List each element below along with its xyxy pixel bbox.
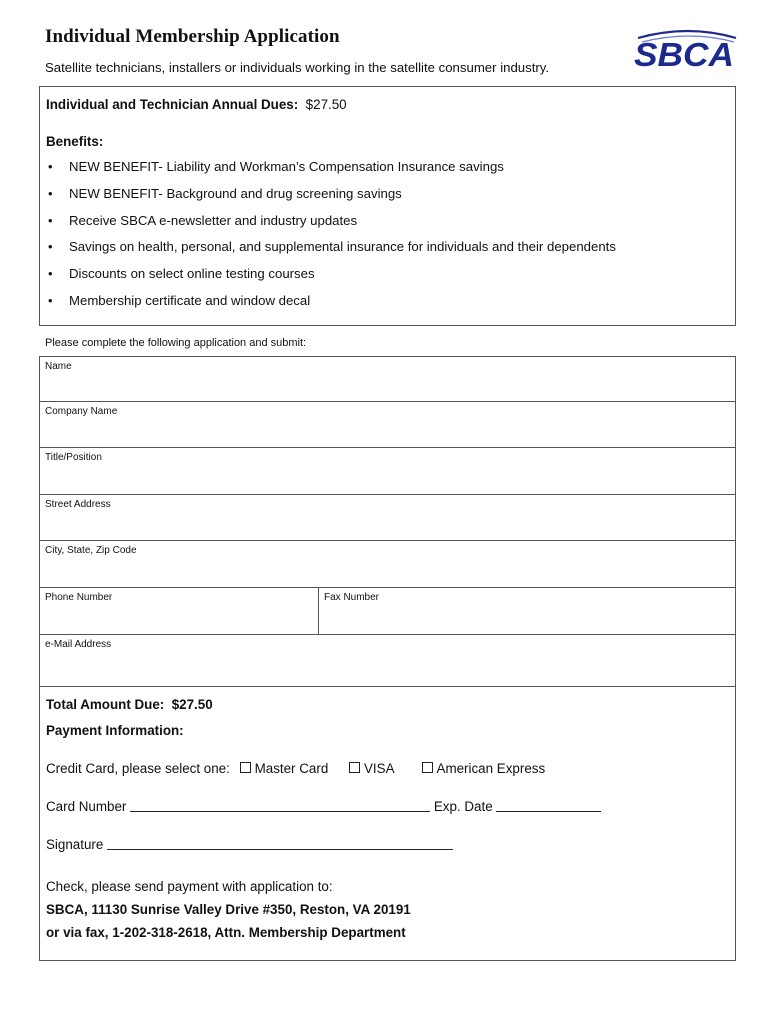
- company-label: Company Name: [45, 406, 118, 417]
- fax-field[interactable]: [319, 588, 735, 634]
- bullet-icon: •: [48, 239, 53, 255]
- bullet-icon: •: [48, 185, 53, 201]
- list-item: • Savings on health, personal, and supplemental insurance for individuals and their dependents: [48, 239, 616, 255]
- fax-instruction: or via fax, 1-202-318-2618, Attn. Membership Department: [46, 925, 406, 940]
- application-form: [39, 356, 736, 961]
- checkbox-icon[interactable]: [240, 762, 251, 773]
- mastercard-option[interactable]: Master Card: [240, 761, 329, 776]
- card-number-label: Card Number: [46, 799, 127, 814]
- email-label: e-Mail Address: [45, 639, 112, 650]
- bullet-icon: •: [48, 292, 53, 308]
- street-field[interactable]: [40, 495, 735, 541]
- name-field[interactable]: [40, 357, 735, 402]
- company-field[interactable]: [40, 402, 735, 448]
- phone-label: Phone Number: [45, 592, 113, 603]
- visa-option[interactable]: VISA: [349, 761, 394, 776]
- list-item: • NEW BENEFIT- Background and drug screening savings: [48, 185, 402, 201]
- city-label: City, State, Zip Code: [45, 545, 137, 556]
- exp-date-label: Exp. Date: [433, 799, 493, 814]
- total-amount: $27.50: [171, 697, 213, 712]
- name-label: Name: [45, 361, 72, 372]
- check-instruction: Check, please send payment with application to:: [46, 879, 333, 894]
- credit-card-row: [46, 761, 545, 776]
- dues-benefits-box: [39, 86, 736, 326]
- email-field[interactable]: [40, 635, 735, 687]
- benefits-heading: Benefits:: [46, 134, 104, 149]
- svg-text:SBCA: SBCA: [634, 36, 734, 73]
- title-field[interactable]: [40, 448, 735, 495]
- page-title: Individual Membership Application: [45, 26, 340, 47]
- signature-input[interactable]: [107, 837, 453, 850]
- amex-option[interactable]: American Express: [422, 761, 546, 776]
- page-subtitle: Satellite technicians, installers or individuals working in the satellite consumer industry.: [45, 60, 550, 75]
- total-due: [46, 697, 213, 712]
- list-item: • Discounts on select online testing courses: [48, 266, 315, 282]
- credit-card-label: Credit Card, please select one:: [46, 761, 230, 776]
- card-number-input[interactable]: [130, 799, 430, 812]
- form-instruction: Please complete the following application and submit:: [45, 337, 307, 349]
- dues-label: Individual and Technician Annual Dues:: [46, 97, 299, 112]
- bullet-icon: •: [48, 159, 53, 174]
- payment-heading: Payment Information:: [46, 723, 184, 738]
- dues-amount: $27.50: [305, 97, 347, 112]
- total-label: Total Amount Due:: [46, 697, 165, 712]
- list-item: • Membership certificate and window decal: [48, 292, 311, 308]
- street-label: Street Address: [45, 499, 111, 510]
- checkbox-icon[interactable]: [422, 762, 433, 773]
- signature-label: Signature: [46, 837, 104, 852]
- sbca-logo: [628, 26, 740, 74]
- benefits-list: [46, 159, 616, 320]
- title-label: Title/Position: [45, 452, 102, 463]
- fax-label: Fax Number: [324, 592, 380, 603]
- card-number-row: [46, 799, 601, 814]
- checkbox-icon[interactable]: [349, 762, 360, 773]
- phone-fax-row: [40, 588, 735, 635]
- bullet-icon: •: [48, 266, 53, 282]
- mailing-address: SBCA, 11130 Sunrise Valley Drive #350, Reston, VA 20191: [46, 902, 411, 917]
- city-field[interactable]: [40, 541, 735, 588]
- signature-row: [46, 837, 453, 852]
- list-item: • NEW BENEFIT- Liability and Workman’s Compensation Insurance savings: [48, 159, 504, 174]
- annual-dues: [46, 97, 347, 112]
- exp-date-input[interactable]: [496, 799, 601, 812]
- list-item: • Receive SBCA e-newsletter and industry updates: [48, 212, 358, 228]
- bullet-icon: •: [48, 212, 53, 228]
- phone-field[interactable]: [40, 588, 318, 634]
